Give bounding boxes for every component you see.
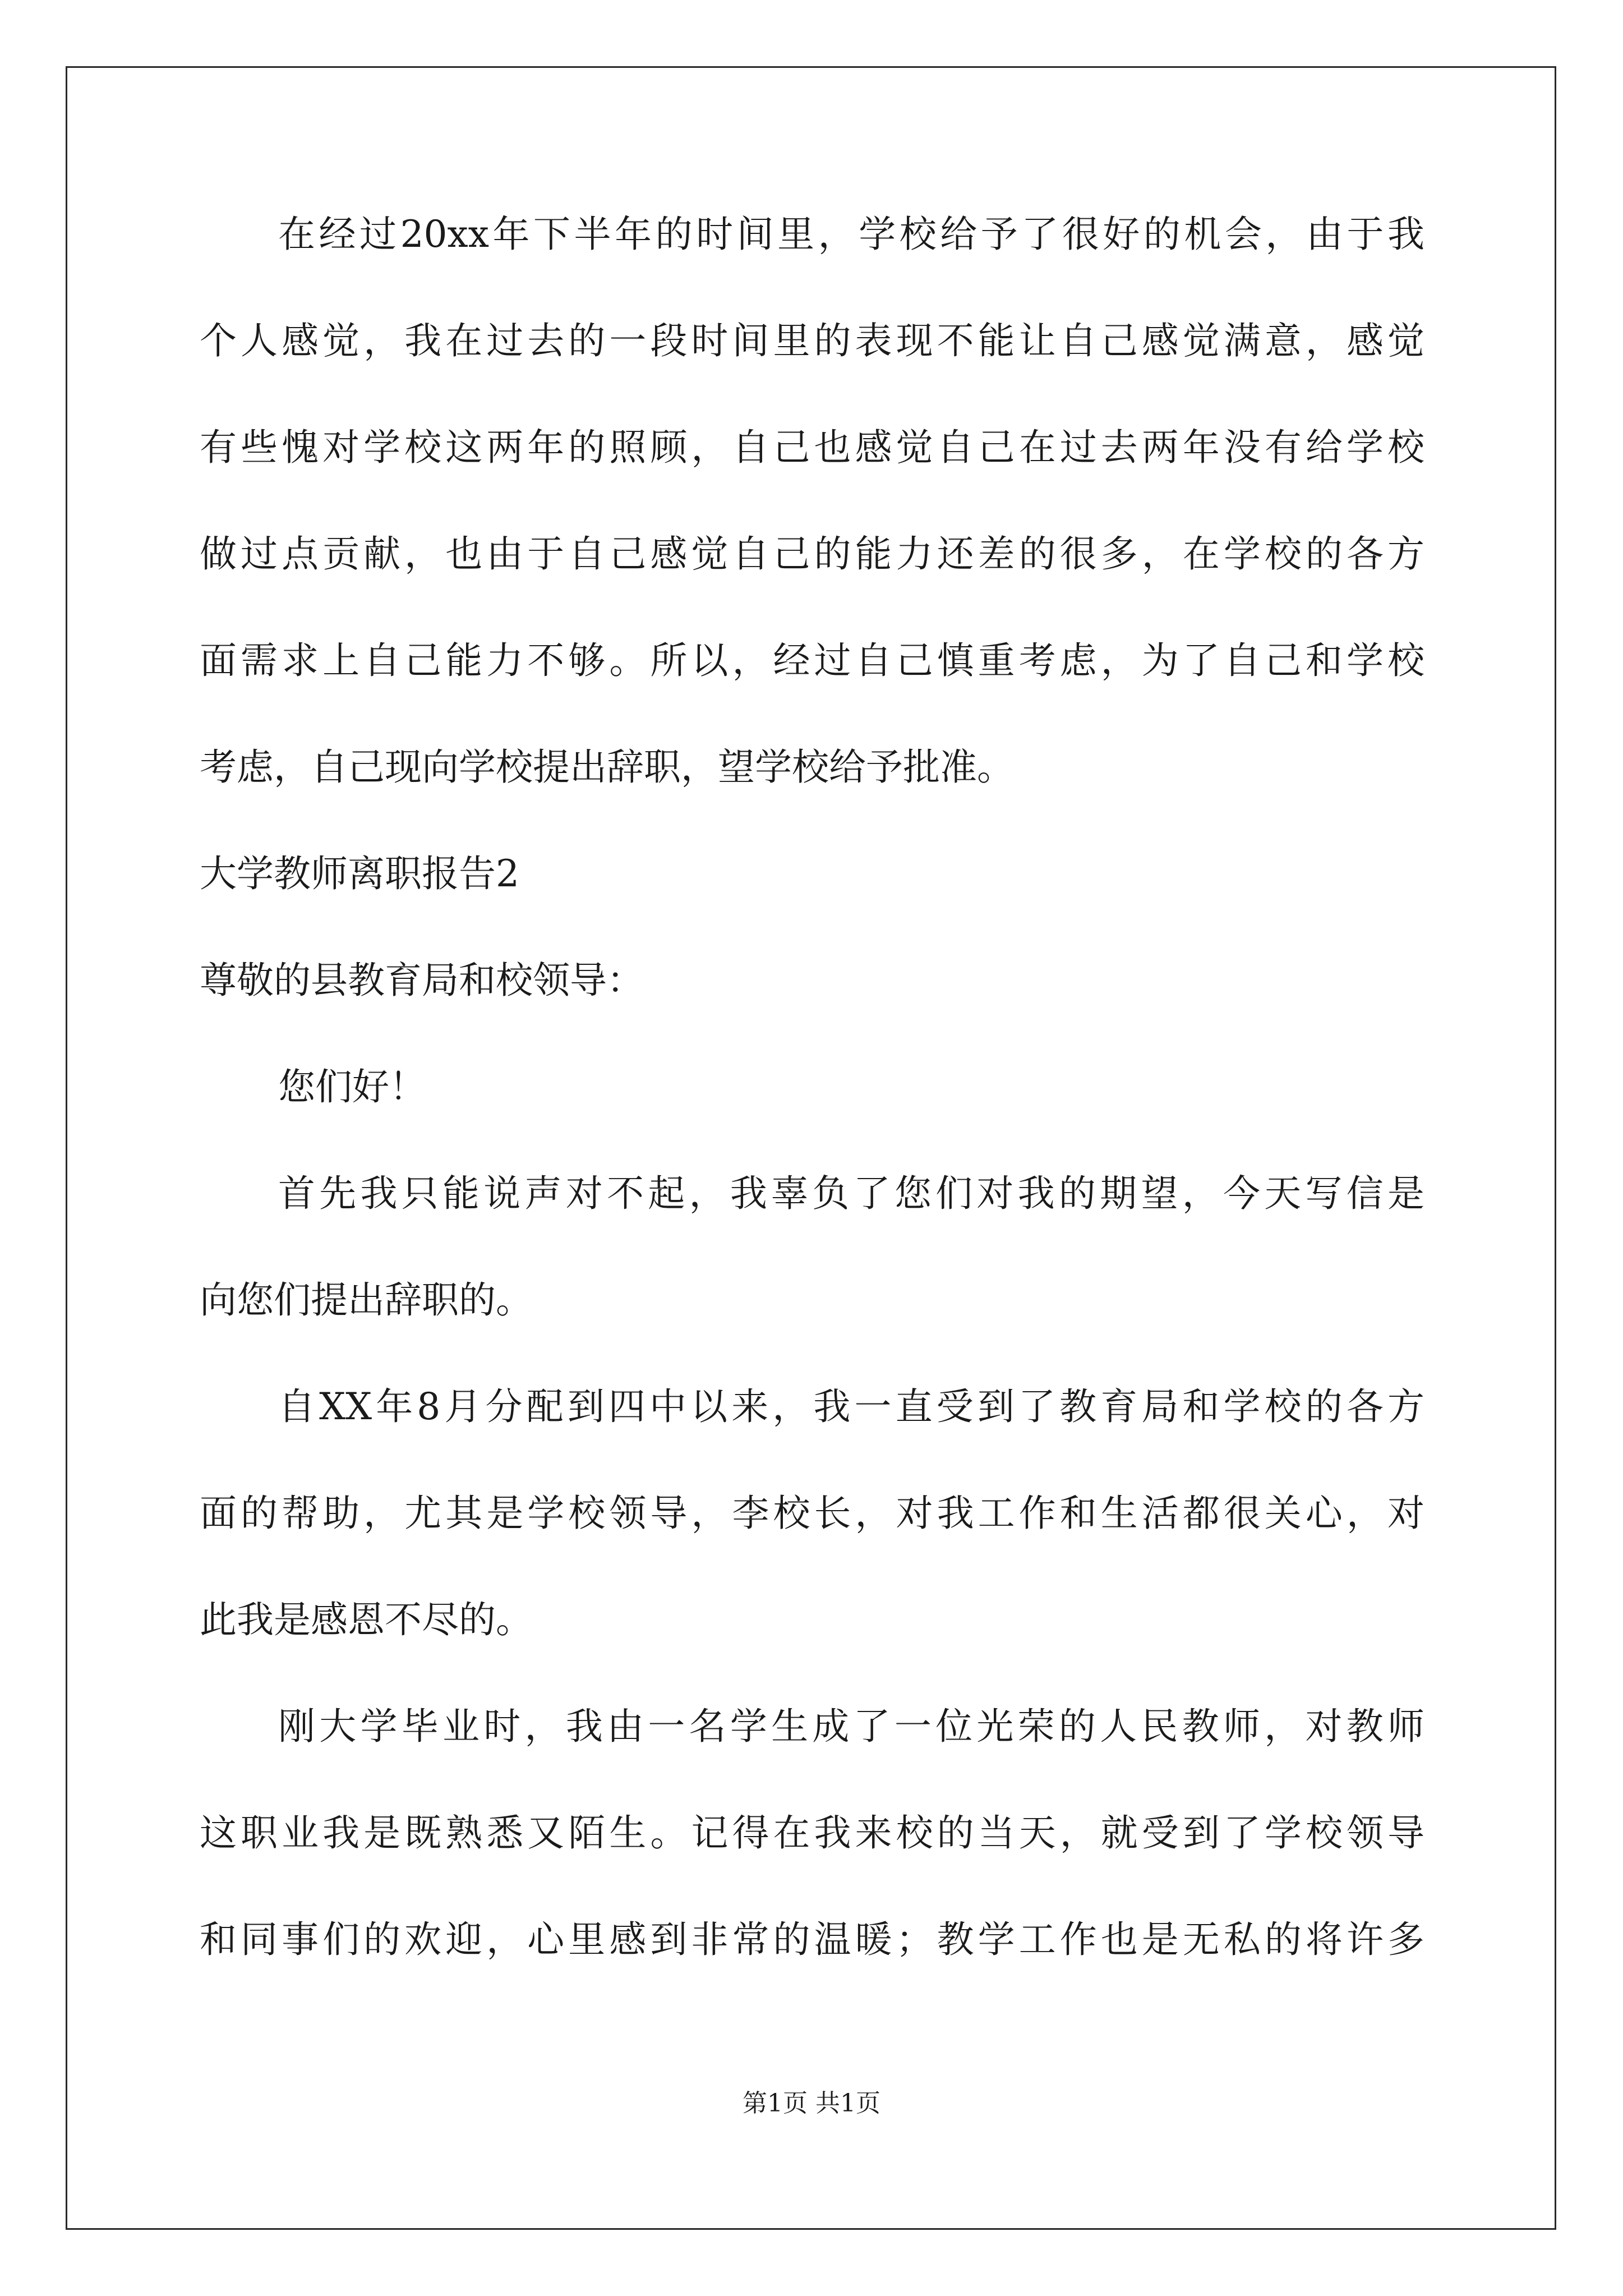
paragraph-line: 和同事们的欢迎，心里感到非常的温暖；教学工作也是无私的将许多 [200,1918,1424,1961]
paragraph-line: 向您们提出辞职的。 [200,1278,533,1322]
paragraph-line: 自XX年8月分配到四中以来，我一直受到了教育局和学校的各方 [278,1385,1424,1428]
paragraph-line: 这职业我是既熟悉又陌生。记得在我来校的当天，就受到了学校领导 [200,1811,1424,1855]
paragraph-line: 此我是感恩不尽的。 [200,1598,533,1641]
paragraph-line: 首先我只能说声对不起，我辜负了您们对我的期望，今天写信是 [278,1172,1424,1215]
page-number-footer: 第1页 共1页 [743,2089,880,2118]
salutation: 尊敬的县教育局和校领导： [200,959,644,1002]
paragraph-line: 考虑，自己现向学校提出辞职，望学校给予批准。 [200,746,1014,789]
page-border [66,66,1556,2230]
greeting: 您们好！ [278,1065,426,1108]
paragraph-line: 有些愧对学校这两年的照顾，自己也感觉自己在过去两年没有给学校 [200,426,1424,469]
section-heading: 大学教师离职报告2 [200,852,519,895]
paragraph-line: 做过点贡献，也由于自己感觉自己的能力还差的很多，在学校的各方 [200,532,1424,576]
paragraph-line: 面的帮助，尤其是学校领导，李校长，对我工作和生活都很关心，对 [200,1492,1424,1535]
paragraph-line: 刚大学毕业时，我由一名学生成了一位光荣的人民教师，对教师 [278,1705,1424,1748]
paragraph-line: 面需求上自己能力不够。所以，经过自己慎重考虑，为了自己和学校 [200,639,1424,682]
paragraph-line: 在经过20xx年下半年的时间里，学校给予了很好的机会，由于我 [278,213,1424,256]
paragraph-line: 个人感觉，我在过去的一段时间里的表现不能让自己感觉满意，感觉 [200,319,1424,362]
